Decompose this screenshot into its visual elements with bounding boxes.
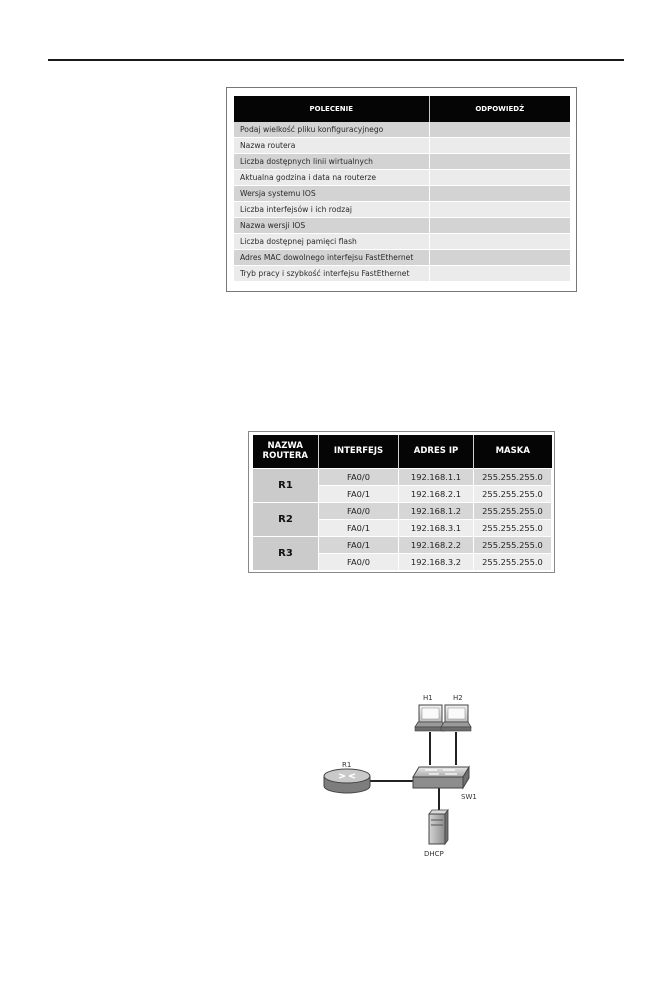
- answer-cell[interactable]: [429, 202, 570, 218]
- answer-cell[interactable]: [429, 170, 570, 186]
- command-cell: Liczba dostępnych linii wirtualnych: [234, 154, 429, 170]
- header-rule: [48, 59, 624, 61]
- answer-cell[interactable]: [429, 250, 570, 266]
- header-ip: ADRES IP: [399, 435, 474, 469]
- mask-cell: 255.255.255.0: [474, 537, 552, 554]
- header-router-line1: NAZWA: [267, 440, 303, 451]
- command-cell: Nazwa routera: [234, 138, 429, 154]
- label-h2: H2: [453, 694, 463, 702]
- answer-cell[interactable]: [429, 154, 570, 170]
- table-row: [234, 234, 570, 250]
- addressing-table: [252, 435, 552, 571]
- ip-cell: 192.168.3.2: [399, 554, 474, 571]
- answer-cell[interactable]: [429, 186, 570, 202]
- command-cell: Liczba interfejsów i ich rodzaj: [234, 202, 429, 218]
- header-interface: INTERFEJS: [319, 435, 399, 469]
- label-sw1: SW1: [461, 793, 477, 801]
- label-dhcp: DHCP: [424, 850, 444, 858]
- addressing-table-header: [253, 435, 552, 469]
- command-cell: Podaj wielkość pliku konfiguracyjnego: [234, 122, 429, 138]
- mask-cell: 255.255.255.0: [474, 486, 552, 503]
- table-row: [234, 250, 570, 266]
- switch-sw1-icon[interactable]: [413, 767, 469, 788]
- header-answer: ODPOWIEDŹ: [429, 96, 570, 122]
- interface-cell: FA0/0: [319, 469, 399, 486]
- command-cell: Adres MAC dowolnego interfejsu FastEthernet: [234, 250, 429, 266]
- interface-cell: FA0/1: [319, 520, 399, 537]
- interface-cell: FA0/0: [319, 503, 399, 520]
- command-cell: Aktualna godzina i data na routerze: [234, 170, 429, 186]
- header-command: POLECENIE: [234, 96, 429, 122]
- interface-cell: FA0/1: [319, 486, 399, 503]
- header-router-line2: ROUTERA: [262, 450, 308, 461]
- command-cell: Liczba dostępnej pamięci flash: [234, 234, 429, 250]
- answer-cell[interactable]: [429, 266, 570, 282]
- ip-cell: 192.168.2.2: [399, 537, 474, 554]
- table-row: [234, 122, 570, 138]
- ip-cell: 192.168.1.1: [399, 469, 474, 486]
- table-row: [253, 503, 552, 520]
- answer-cell[interactable]: [429, 138, 570, 154]
- mask-cell: 255.255.255.0: [474, 469, 552, 486]
- table-row: [234, 154, 570, 170]
- header-mask: MASKA: [474, 435, 552, 469]
- mask-cell: 255.255.255.0: [474, 503, 552, 520]
- server-dhcp-icon[interactable]: [429, 810, 448, 844]
- router-name-cell: R3: [253, 537, 319, 571]
- table-row: [234, 170, 570, 186]
- table-row: [234, 186, 570, 202]
- table-row: [253, 469, 552, 486]
- answer-cell[interactable]: [429, 122, 570, 138]
- router-r1-icon[interactable]: [324, 769, 370, 793]
- ip-cell: 192.168.3.1: [399, 520, 474, 537]
- laptop-h2-icon[interactable]: [441, 705, 471, 731]
- router-name-cell: R2: [253, 503, 319, 537]
- command-cell: Wersja systemu IOS: [234, 186, 429, 202]
- mask-cell: 255.255.255.0: [474, 520, 552, 537]
- label-h1: H1: [423, 694, 433, 702]
- command-cell: Nazwa wersji IOS: [234, 218, 429, 234]
- answer-cell[interactable]: [429, 234, 570, 250]
- table-row: [234, 138, 570, 154]
- network-topology-diagram: [318, 688, 498, 868]
- header-router-name: [253, 435, 319, 469]
- table-row: [234, 202, 570, 218]
- table-row: [234, 218, 570, 234]
- command-cell: Tryb pracy i szybkość interfejsu FastEthernet: [234, 266, 429, 282]
- table-row: [234, 266, 570, 282]
- router-name-cell: R1: [253, 469, 319, 503]
- label-r1: R1: [342, 761, 352, 769]
- answer-cell[interactable]: [429, 218, 570, 234]
- interface-cell: FA0/0: [319, 554, 399, 571]
- ip-cell: 192.168.1.2: [399, 503, 474, 520]
- commands-table-header: [234, 96, 570, 122]
- ip-cell: 192.168.2.1: [399, 486, 474, 503]
- table-row: [253, 537, 552, 554]
- commands-table: [234, 96, 570, 282]
- mask-cell: 255.255.255.0: [474, 554, 552, 571]
- interface-cell: FA0/1: [319, 537, 399, 554]
